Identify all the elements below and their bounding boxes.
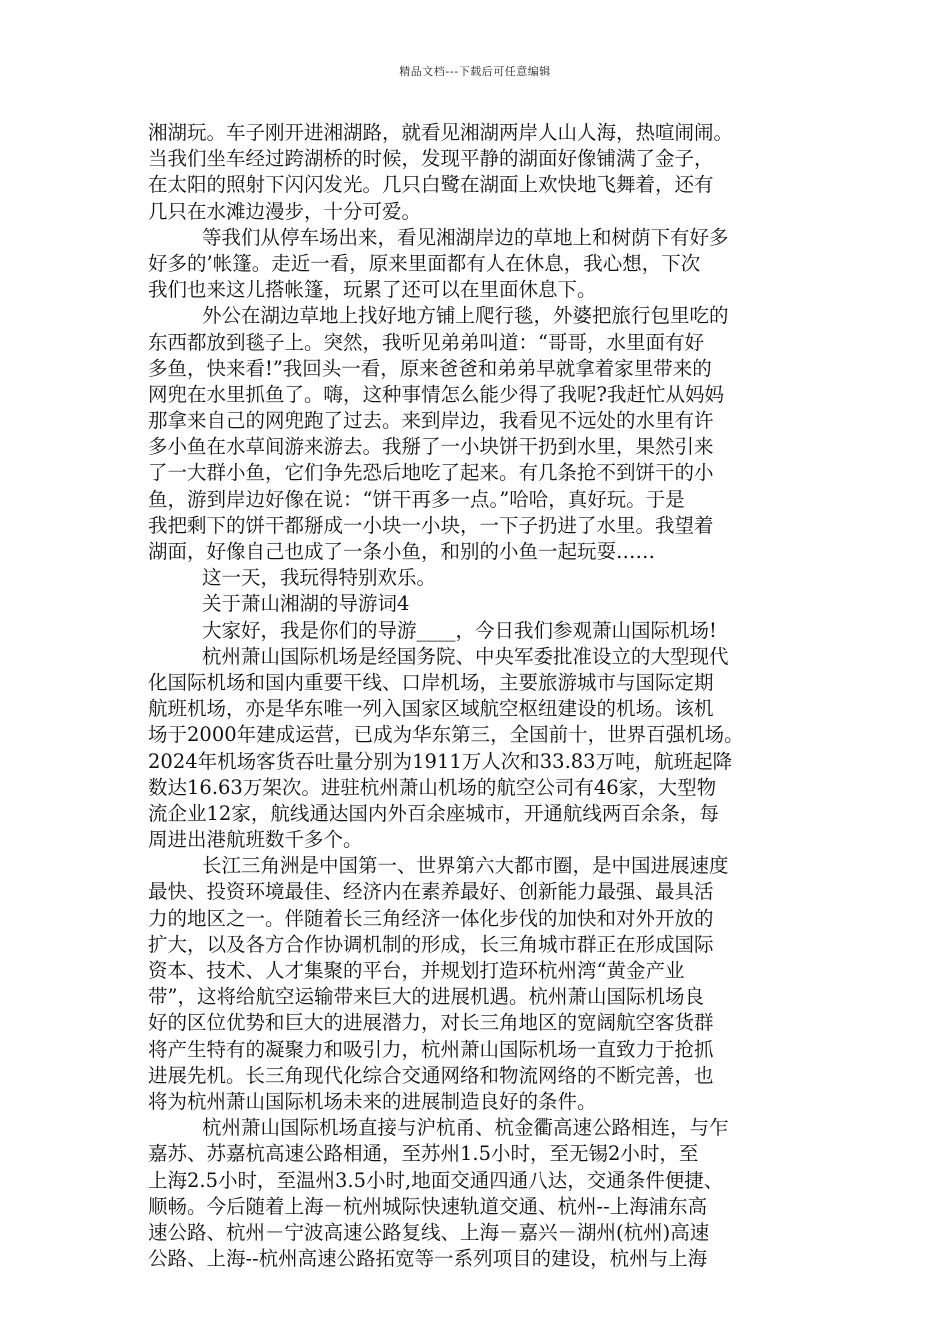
text-line: 进展先机。长三角现代化综合交通网络和物流网络的不断完善，也 xyxy=(148,1063,714,1087)
text-line: 湖面，好像自己也成了一条小鱼，和别的小鱼一起玩耍…… xyxy=(148,540,656,563)
text-line: 杭州萧山国际机场是经国务院、中央军委批准设立的大型现代 xyxy=(202,644,729,668)
text-line: 这一天，我玩得特别欢乐。 xyxy=(202,566,437,590)
text-line: 将产生特有的凝聚力和吸引力，杭州萧山国际机场一直致力于抢抓 xyxy=(148,1037,714,1061)
text-line: 东西都放到毯子上。突然，我听见弟弟叫道：“哥哥，水里面有好 xyxy=(148,330,704,354)
text-line: 几只在水滩边漫步，十分可爱。 xyxy=(148,199,422,223)
text-line: 当我们坐车经过跨湖桥的时候，发现平静的湖面好像铺满了金子， xyxy=(148,147,714,171)
text-line: 长江三角洲是中国第一、世界第六大都市圈，是中国进展速度 xyxy=(202,854,729,878)
text-line: 上海2.5小时，至温州3.5小时,地面交通四通八达，交通条件便捷、 xyxy=(148,1168,724,1192)
text-line: 等我们从停车场出来，看见湘湖岸边的草地上和树荫下有好多 xyxy=(202,225,729,249)
text-line: 好多的’帐篷。走近一看，原来里面都有人在休息，我心想，下次 xyxy=(148,251,701,275)
text-line: 湘湖玩。车子刚开进湘湖路，就看见湘湖两岸人山人海，热喧闹闹。 xyxy=(148,121,734,144)
text-line: 航班机场，亦是华东唯一列入国家区域航空枢纽建设的机场。该机 xyxy=(148,697,714,721)
text-line: 大家好，我是你们的导游____，今日我们参观萧山国际机场! xyxy=(202,618,717,642)
text-line: 周进出港航班数千多个。 xyxy=(148,828,363,852)
text-line: 速公路、杭州－宁波高速公路复线、上海－嘉兴－湖州(杭州)高速 xyxy=(148,1220,710,1244)
text-line: 2024年机场客货吞吐量分别为1911万人次和33.83万吨，航班起降 xyxy=(148,749,733,773)
text-line: 了一大群小鱼，它们争先恐后地吃了起来。有几条抢不到饼干的小 xyxy=(148,461,714,485)
text-line: 多鱼，快来看!”我回头一看，原来爸爸和弟弟早就拿着家里带来的 xyxy=(148,356,712,380)
text-line: 网兜在水里抓鱼了。嗨，这种事情怎么能少得了我呢?我赶忙从妈妈 xyxy=(148,382,724,406)
text-line: 多小鱼在水草间游来游去。我掰了一小块饼干扔到水里，果然引来 xyxy=(148,435,714,459)
text-line: 场于2000年建成运营，已成为华东第三，全国前十，世界百强机场。 xyxy=(148,723,744,747)
text-line: 数达16.63万架次。进驻杭州萧山机场的航空公司有46家，大型物 xyxy=(148,775,717,799)
text-line: 流企业12家，航线通达国内外百余座城市，开通航线两百余条，每 xyxy=(148,801,719,825)
text-line: 关于萧山湘湖的导游词4 xyxy=(202,592,410,616)
text-line: 带”，这将给航空运输带来巨大的进展机遇。杭州萧山国际机场良 xyxy=(148,985,704,1009)
text-line: 顺畅。今后随着上海－杭州城际快速轨道交通、杭州--上海浦东高 xyxy=(148,1194,708,1218)
page-header: 精品文档---下载后可任意编辑 xyxy=(399,65,551,78)
text-line: 杭州萧山国际机场直接与沪杭甬、杭金衢高速公路相连，与乍 xyxy=(202,1116,729,1140)
text-line: 我把剩下的饼干都掰成一小块一小块，一下子扔进了水里。我望着 xyxy=(148,513,714,537)
text-line: 好的区位优势和巨大的进展潜力，对长三角地区的宽阔航空客货群 xyxy=(148,1011,714,1035)
text-line: 那拿来自己的网兜跑了过去。来到岸边，我看见不远处的水里有许 xyxy=(148,409,714,433)
text-line: 我们也来这儿搭帐篷，玩累了还可以在里面休息下。 xyxy=(148,278,597,302)
text-line: 化国际机场和国内重要干线、口岸机场，主要旅游城市与国际定期 xyxy=(148,670,714,694)
text-line: 鱼，游到岸边好像在说：“饼干再多一点。”哈哈，真好玩。于是 xyxy=(148,487,685,511)
text-line: 嘉苏、苏嘉杭高速公路相通，至苏州1.5小时，至无锡2小时，至 xyxy=(148,1142,699,1166)
text-line: 公路、上海--杭州高速公路拓宽等一系列项目的建设，杭州与上海 xyxy=(148,1247,708,1271)
text-line: 最快、投资环境最佳、经济内在素养最好、创新能力最强、最具活 xyxy=(148,880,714,904)
text-line: 资本、技术、人才集聚的平台，并规划打造环杭州湾“黄金产业 xyxy=(148,959,685,982)
text-line: 外公在湖边草地上找好地方铺上爬行毯，外婆把旅行包里吃的 xyxy=(202,304,729,328)
text-line: 扩大，以及各方合作协调机制的形成，长三角城市群正在形成国际 xyxy=(148,932,714,956)
text-line: 将为杭州萧山国际机场未来的进展制造良好的条件。 xyxy=(148,1089,597,1113)
text-line: 力的地区之一。伴随着长三角经济一体化步伐的加快和对外开放的 xyxy=(148,906,714,930)
text-line: 在太阳的照射下闪闪发光。几只白鹭在湖面上欢快地飞舞着，还有 xyxy=(148,173,714,197)
document-body xyxy=(148,120,828,1272)
